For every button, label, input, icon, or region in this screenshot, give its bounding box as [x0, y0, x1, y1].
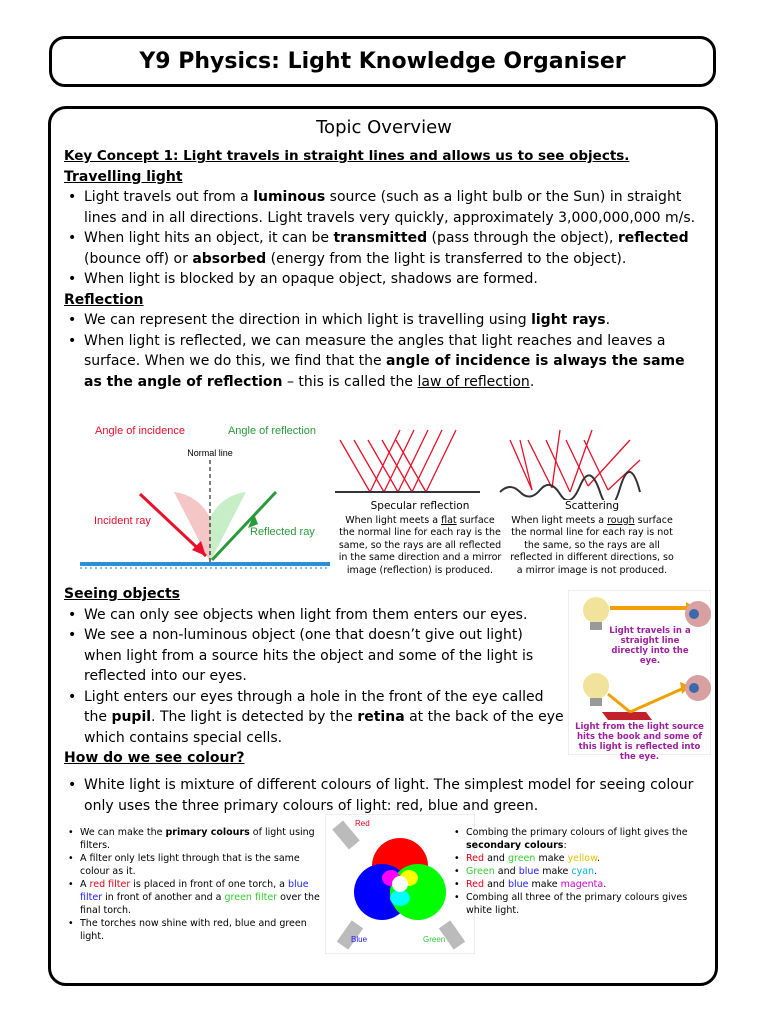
white-overlap: [392, 876, 408, 892]
list-item: • We can represent the direction in which light is travelling using light rays.: [64, 310, 704, 331]
specular-rays: [340, 430, 456, 492]
list-item: • Red and green make yellow.: [452, 852, 704, 865]
list-item: • We can make the primary colours of light using filters.: [66, 826, 328, 852]
list-item: • When light hits an object, it can be transmitted (pass through the object), reflected (bounce off) or absorbed (energy from the light is transferred to the object).: [64, 228, 704, 269]
list-item: • Light enters our eyes through a hole in the front of the eye called the pupil. The light is detected by the retina at the back of the eye which contains special cells.: [64, 687, 564, 749]
colour-heading: How do we see colour?: [64, 750, 245, 766]
bulb-icon: [583, 597, 609, 623]
seeing-section: [64, 584, 564, 769]
list-item: • Green and blue make cyan.: [452, 865, 704, 878]
wheel-blue-label: Blue: [351, 935, 368, 944]
key-concept: Key Concept 1: Light travels in straight lines and allows us to see objects.: [64, 148, 630, 164]
illustration-caption-2: Light from the light source hits the book and some of this light is reflected into the eye.: [575, 722, 704, 762]
list-item: • When light is blocked by an opaque object, shadows are formed.: [64, 269, 704, 290]
list-item: • Red and blue make magenta.: [452, 878, 704, 891]
list-item: • Combing the primary colours of light gives the secondary colours:: [452, 826, 704, 852]
rough-surface: [500, 472, 640, 500]
colour-right-notes: [452, 826, 704, 917]
bulb-icon: [583, 673, 609, 699]
incidence-angle-arc: [174, 492, 210, 562]
list-item: • White light is mixture of different colours of light. The simplest model for seeing colour only uses the three primary colours of light: red, blue and green.: [64, 775, 704, 816]
illustration-caption-1: Light travels in a straight line directly into the eye.: [609, 626, 691, 666]
list-item: • The torches now shine with red, blue and green light.: [66, 917, 328, 943]
reflection-list: [64, 310, 704, 392]
travelling-heading: Travelling light: [64, 168, 183, 185]
angle-incidence-label: Angle of incidence: [95, 425, 185, 437]
list-item: • We see a non-luminous object (one that doesn’t give out light) when light from a source hits the object and some of the light is reflected into our eyes.: [64, 625, 564, 687]
list-item: • Combing all three of the primary colours gives white light.: [452, 891, 704, 917]
list-item: • We can only see objects when light from them enters our eyes.: [64, 605, 564, 626]
reflection-heading: Reflection: [64, 291, 144, 308]
seeing-illustration: [568, 590, 711, 762]
mirror: [80, 562, 330, 566]
page-title: Y9 Physics: Light Knowledge Organiser: [139, 49, 626, 74]
cyan-overlap: [390, 890, 410, 906]
travelling-list: [64, 187, 704, 290]
normal-line-label: Normal line: [187, 448, 233, 458]
incident-ray-label: Incident ray: [94, 515, 151, 527]
reflection-angle-arc: [210, 492, 246, 562]
list-item: • A filter only lets light through that is the same colour as it.: [66, 852, 328, 878]
colour-left-notes: [66, 826, 328, 943]
wheel-green-label: Green: [423, 935, 446, 944]
wheel-red-label: Red: [355, 819, 370, 828]
colour-intro: [64, 775, 704, 816]
specular-scatter-diagram: [330, 420, 670, 500]
overview-heading: Topic Overview: [316, 117, 452, 138]
scatter-caption: Scattering When light meets a rough surface the normal line for each ray is not the same, so the rays are all reflected in different directions, so a mirror image is not produced.: [510, 500, 674, 576]
reflection-diagram: [80, 422, 330, 572]
seeing-list: [64, 605, 564, 749]
list-item: • Light travels out from a luminous source (such as a light bulb or the Sun) in straight lines and in all directions. Light travels very quickly, approximately 3,000,000,000 m/s.: [64, 187, 704, 228]
content: [64, 118, 704, 392]
list-item: • A red filter is placed in front of one torch, a blue filter in front of another and a green filter over the final torch.: [66, 878, 328, 917]
angle-reflection-label: Angle of reflection: [227, 425, 317, 437]
scatter-rays: [510, 430, 640, 492]
reflected-ray-label: Reflected ray: [250, 526, 315, 538]
title-box: [49, 36, 716, 87]
specular-caption: Specular reflection When light meets a flat surface the normal line for each ray is the same, so the rays are all reflected in the same direction and a mirror image (reflection) is produced.: [338, 500, 502, 576]
list-item: • When light is reflected, we can measure the angles that light reaches and leaves a surface. When we do this, we find that the angle of incidence is always the same as the angle of reflection – this is called the law of reflection.: [64, 331, 704, 393]
seeing-heading: Seeing objects: [64, 586, 180, 602]
book-icon: [602, 712, 652, 720]
